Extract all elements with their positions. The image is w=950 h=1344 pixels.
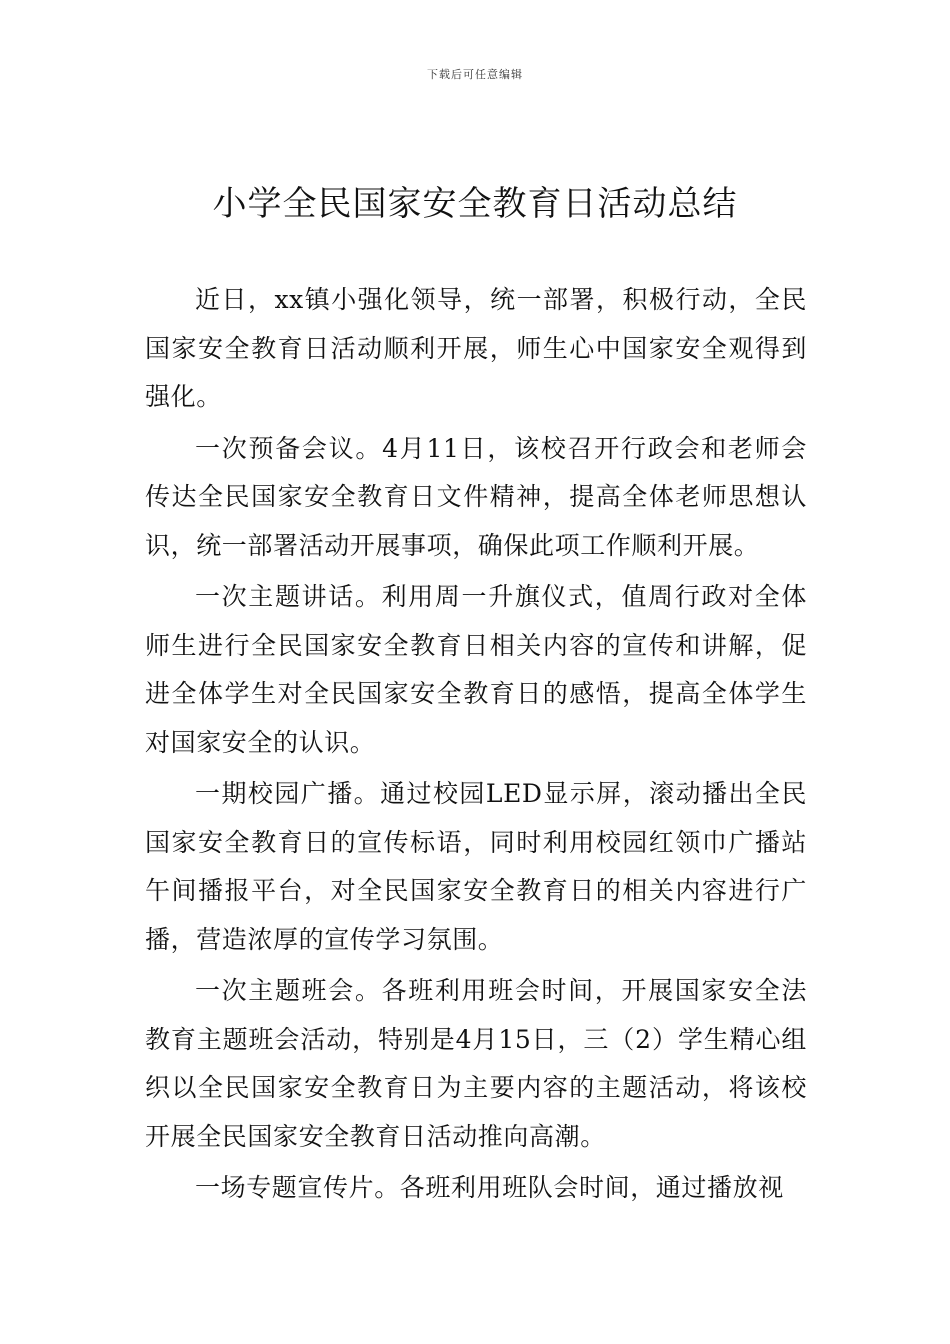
paragraph-broadcast: 一期校园广播。通过校园LED显示屏，滚动播出全民国家安全教育日的宣传标语，同时利用校园红领巾广播站午间播报平台，对全民国家安全教育日的相关内容进行广播，营造浓厚的宣传学习氛围。 bbox=[145, 779, 807, 954]
document-title: 小学全民国家安全教育日活动总结 bbox=[212, 184, 738, 224]
paragraph-intro: 近日，xx镇小强化领导，统一部署，积极行动，全民国家安全教育日活动顺利开展，师生心中国家安全观得到强化。 bbox=[145, 285, 807, 411]
document-body bbox=[145, 276, 807, 1216]
paragraph-meeting: 一次预备会议。4月11日，该校召开行政会和老师会传达全民国家安全教育日文件精神，提高全体老师思想认识，统一部署活动开展事项，确保此项工作顺利开展。 bbox=[145, 433, 807, 560]
paragraph-speech: 一次主题讲话。利用周一升旗仪式，值周行政对全体师生进行全民国家安全教育日相关内容的宣传和讲解，促进全体学生对全民国家安全教育日的感悟，提高全体学生对国家安全的认识。 bbox=[145, 582, 807, 757]
header-note: 下载后可任意编辑 bbox=[427, 68, 523, 81]
paragraph-class-meeting: 一次主题班会。各班利用班会时间，开展国家安全法教育主题班会活动，特别是4月15日，三（2）学生精心组织以全民国家安全教育日为主要内容的主题活动，将该校开展全民国家安全教育日活动推向高潮。 bbox=[145, 976, 807, 1151]
paragraph-video: 一场专题宣传片。各班利用班队会时间，通过播放视 bbox=[195, 1173, 784, 1202]
